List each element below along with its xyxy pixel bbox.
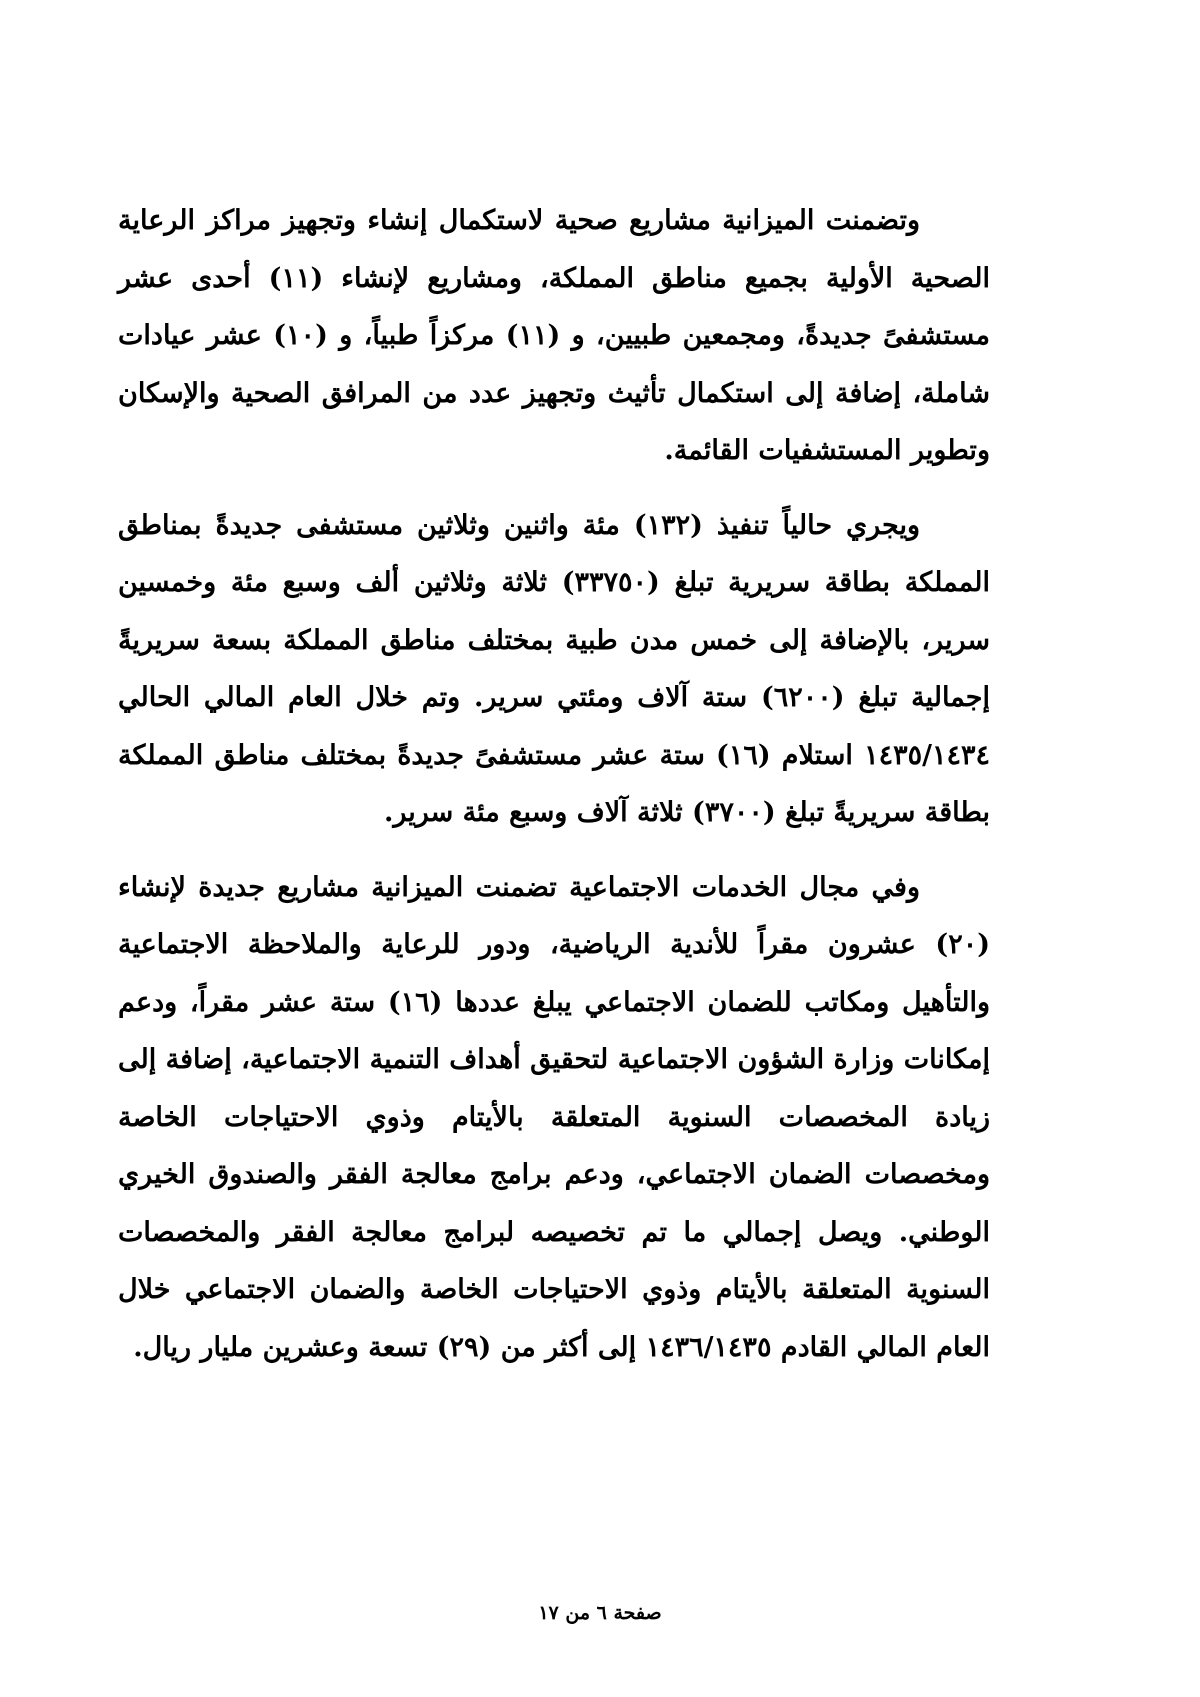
paragraph-hospitals-construction: ويجري حالياً تنفيذ (١٣٢) مئة واثنين وثلاثين مستشفى جديدةً بمناطق المملكة بطاقة سريرية تبلغ (٣٣٧٥٠) ثلاثة وثلاثين ألف وسبع مئة وخمسين سرير، بالإضافة إلى خمس مدن طبية بمختلف مناطق المملكة بسعة سريريةً إجمالية تبلغ (٦٢٠٠) ستة آلاف ومئتي سرير. وتم خلال العام المالي الحالي ١٤٣٥/١٤٣٤ استلام (١٦) ستة عشر مستشفىً جديدةً بمختلف مناطق المملكة بطاقة سريريةً تبلغ (٣٧٠٠) ثلاثة آلاف وسبع مئة سرير. [118,509,990,828]
body-text [118,192,990,1376]
page-number: صفحة ٦ من ١٧ [538,1602,662,1624]
paragraph-health-projects: وتضمنت الميزانية مشاريع صحية لاستكمال إنشاء وتجهيز مراكز الرعاية الصحية الأولية بجميع مناطق المملكة، ومشاريع لإنشاء (١١) أحدى عشر مستشفىً جديدةً، ومجمعين طبيين، و (١١) مركزاً طبياً، و (١٠) عشر عيادات شاملة، إضافة إلى استكمال تأثيث وتجهيز عدد من المرافق الصحية والإسكان وتطوير المستشفيات القائمة. [118,205,990,466]
paragraph-social-services: وفي مجال الخدمات الاجتماعية تضمنت الميزانية مشاريع جديدة لإنشاء (٢٠) عشرون مقراً للأندية الرياضية، ودور للرعاية والملاحظة الاجتماعية والتأهيل ومكاتب للضمان الاجتماعي يبلغ عددها (١٦) ستة عشر مقراً، ودعم إمكانات وزارة الشؤون الاجتماعية لتحقيق أهداف التنمية الاجتماعية، إضافة إلى زيادة المخصصات السنوية المتعلقة بالأيتام وذوي الاحتياجات الخاصة ومخصصات الضمان الاجتماعي، ودعم برامج معالجة الفقر والصندوق الخيري الوطني. ويصل إجمالي ما تم تخصيصه لبرامج معالجة الفقر والمخصصات السنوية المتعلقة بالأيتام وذوي الاحتياجات الخاصة والضمان الاجتماعي خلال العام المالي القادم ١٤٣٦/١٤٣٥ إلى أكثر من (٢٩) تسعة وعشرين مليار ريال. [118,871,990,1363]
